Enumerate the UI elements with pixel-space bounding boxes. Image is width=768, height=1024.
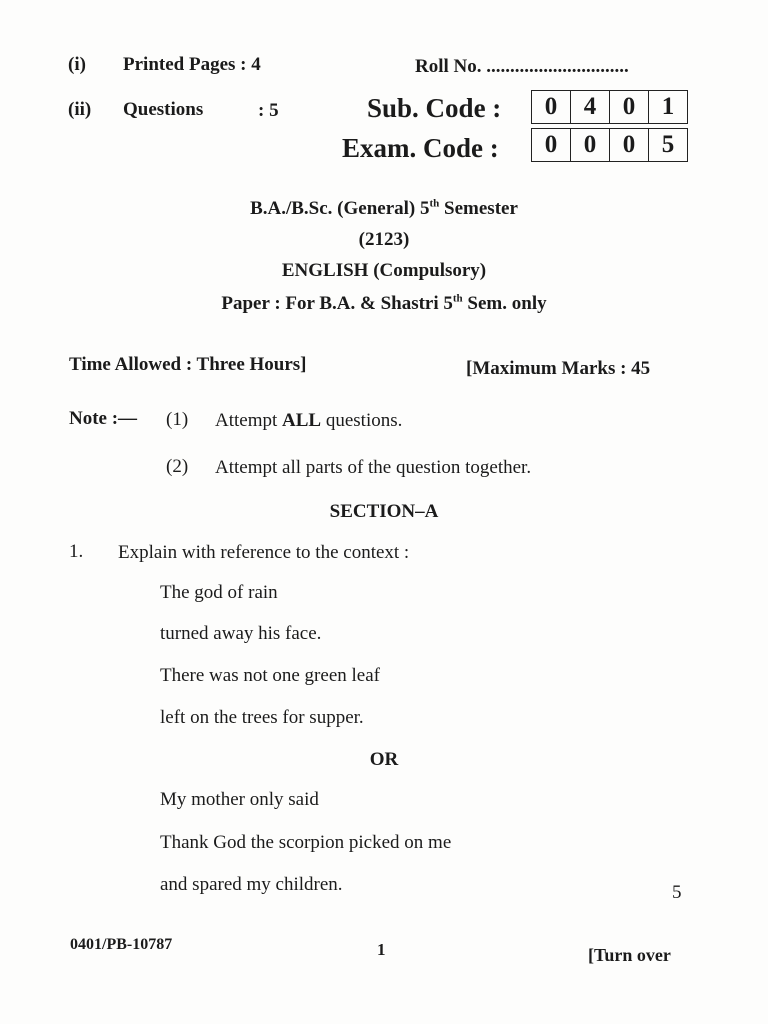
- note-label: Note :—: [69, 408, 138, 429]
- note-1-bold: ALL: [282, 410, 322, 431]
- poem-1-line-3: There was not one green leaf: [160, 665, 380, 686]
- note-1-pre: Attempt: [215, 410, 283, 431]
- roll-no: Roll No. ..............................: [415, 56, 629, 77]
- exam-code-boxes: [531, 128, 688, 162]
- note-2-number: (2): [166, 456, 189, 477]
- paper-title: [0, 293, 768, 315]
- questions-value: : 5: [258, 100, 279, 121]
- questions-label: Questions: [123, 99, 204, 120]
- sub-code-digit: 0: [610, 91, 649, 123]
- poem-2-line-3: and spared my children.: [160, 874, 343, 895]
- note-2-text: Attempt all parts of the question together.: [215, 457, 532, 478]
- exam-code-digit: 0: [532, 129, 571, 161]
- maximum-marks: [Maximum Marks : 45: [466, 358, 651, 379]
- section-a-heading: SECTION–A: [329, 501, 439, 522]
- paper-title-post: Sem. only: [462, 293, 547, 314]
- sub-code-boxes: [531, 90, 688, 124]
- exam-code-digit: 0: [610, 129, 649, 161]
- course-title: [0, 198, 768, 220]
- sub-code-digit: 1: [661, 93, 675, 120]
- time-allowed: Time Allowed : Three Hours]: [69, 354, 307, 375]
- exam-code-digit: 5: [661, 131, 675, 158]
- paper-title-sup: th: [452, 292, 463, 305]
- paper-title-pre: Paper : For B.A. & Shastri 5: [221, 293, 453, 314]
- printed-pages-text: Printed Pages : 4: [123, 54, 261, 75]
- poem-2-line-2: Thank God the scorpion picked on me: [160, 832, 452, 853]
- note-1-number: (1): [166, 409, 189, 430]
- poem-2-line-1: My mother only said: [160, 789, 319, 810]
- exam-code-digit: 0: [571, 129, 610, 161]
- question-1-number: 1.: [69, 541, 84, 562]
- course-title-sup: th: [429, 197, 440, 210]
- paper-code: (2123): [358, 229, 410, 250]
- poem-1-line-4: left on the trees for supper.: [160, 707, 364, 728]
- sub-code-digit: 4: [571, 91, 610, 123]
- subject-title: ENGLISH (Compulsory): [281, 260, 487, 281]
- or-separator: OR: [369, 749, 399, 770]
- printed-pages-number: (i): [68, 54, 86, 75]
- course-title-pre: B.A./B.Sc. (General) 5: [250, 198, 430, 219]
- footer-page-number: 1: [377, 940, 386, 959]
- exam-code-label: Exam. Code :: [342, 133, 499, 163]
- footer-turn-over: [Turn over: [588, 945, 671, 965]
- questions-number: (ii): [68, 99, 92, 120]
- poem-1-line-1: The god of rain: [160, 582, 278, 603]
- sub-code-label: Sub. Code :: [367, 93, 502, 123]
- note-1-text: [215, 410, 402, 432]
- note-1-post: questions.: [321, 410, 403, 431]
- poem-1-line-2: turned away his face.: [160, 623, 322, 644]
- footer-paper-code: 0401/PB-10787: [70, 936, 173, 953]
- sub-code-digit: 0: [532, 91, 571, 123]
- question-1-marks: 5: [672, 882, 682, 903]
- question-1-text: Explain with reference to the context :: [118, 542, 410, 563]
- course-title-post: Semester: [439, 198, 518, 219]
